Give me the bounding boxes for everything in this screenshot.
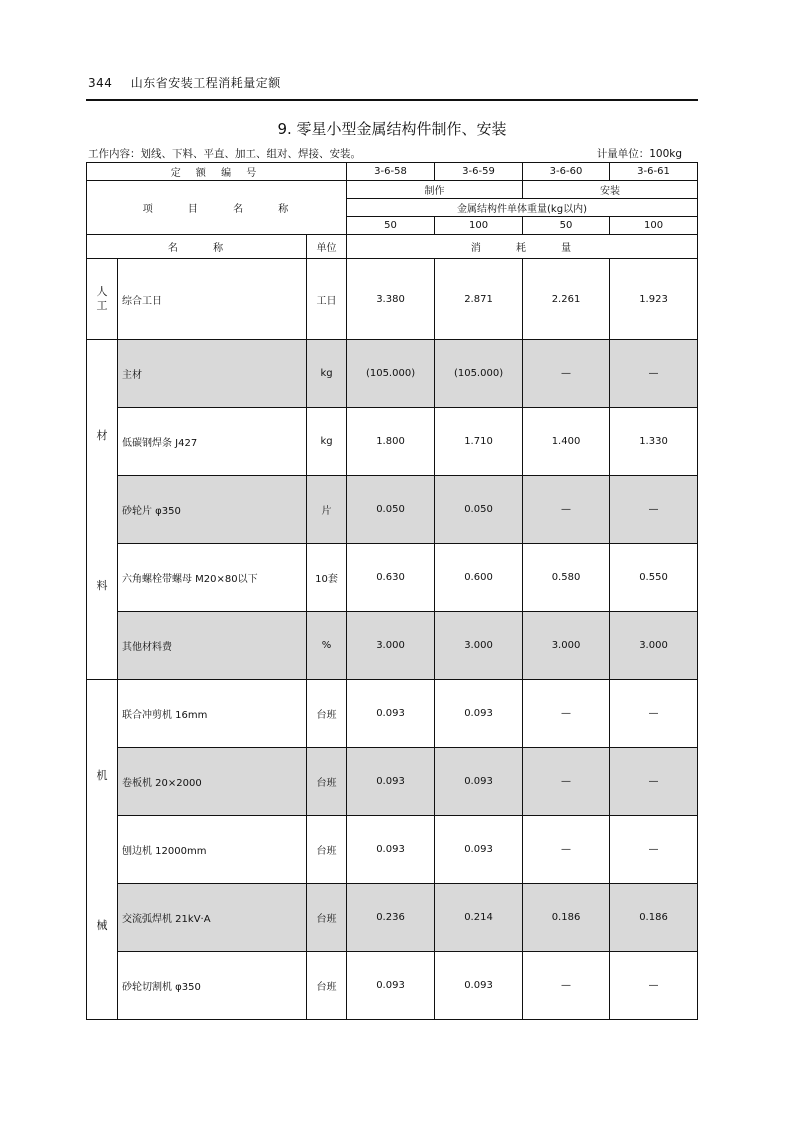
weight-label: 金属结构件单体重量(kg以内) xyxy=(347,199,698,217)
category-material xyxy=(87,340,118,680)
item-name: 联合冲剪机 16mm xyxy=(118,680,307,748)
weight-value: 50 xyxy=(347,217,435,235)
item-value: 0.600 xyxy=(435,544,523,612)
item-value: 1.800 xyxy=(347,408,435,476)
item-value: 0.093 xyxy=(435,680,523,748)
table-row xyxy=(87,952,698,1020)
quota-code-label: 定 额 编 号 xyxy=(87,163,347,181)
item-name: 交流弧焊机 21kV·A xyxy=(118,884,307,952)
category-labor-label: 人工 xyxy=(96,285,108,312)
category-machine-label: 机 xyxy=(96,768,108,782)
item-value: — xyxy=(523,952,610,1020)
category-labor xyxy=(87,259,118,340)
item-value: 1.923 xyxy=(610,259,698,340)
item-name: 综合工日 xyxy=(118,259,307,340)
item-value: 0.093 xyxy=(347,952,435,1020)
category-material-label: 材 xyxy=(96,428,108,442)
col-name: 名 称 xyxy=(87,235,307,259)
item-value: 0.236 xyxy=(347,884,435,952)
category-machine-label: 械 xyxy=(96,918,108,932)
item-value: — xyxy=(610,952,698,1020)
item-value: — xyxy=(610,680,698,748)
table-row xyxy=(87,748,698,816)
item-value: 0.580 xyxy=(523,544,610,612)
item-value: — xyxy=(523,680,610,748)
item-unit: kg xyxy=(307,340,347,408)
table-row xyxy=(87,884,698,952)
table-row xyxy=(87,259,698,340)
item-name: 砂轮片 φ350 xyxy=(118,476,307,544)
item-value: 0.630 xyxy=(347,544,435,612)
item-unit: 台班 xyxy=(307,680,347,748)
item-value: — xyxy=(523,816,610,884)
group-row xyxy=(87,181,698,199)
item-value: 0.093 xyxy=(347,748,435,816)
item-value: (105.000) xyxy=(435,340,523,408)
quota-code: 3-6-60 xyxy=(523,163,610,181)
item-value: 1.400 xyxy=(523,408,610,476)
col-unit: 单位 xyxy=(307,235,347,259)
item-value: 2.261 xyxy=(523,259,610,340)
table-row xyxy=(87,408,698,476)
item-value: — xyxy=(610,816,698,884)
item-value: — xyxy=(610,748,698,816)
table-row xyxy=(87,476,698,544)
column-header-row xyxy=(87,235,698,259)
item-value: 0.186 xyxy=(610,884,698,952)
item-value: 3.000 xyxy=(435,612,523,680)
item-unit: kg xyxy=(307,408,347,476)
item-value: 0.050 xyxy=(347,476,435,544)
weight-value: 100 xyxy=(435,217,523,235)
table-row xyxy=(87,816,698,884)
item-value: 0.093 xyxy=(347,680,435,748)
work-content: 工作内容：划线、下料、平直、加工、组对、焊接、安装。 xyxy=(88,148,361,160)
item-value: 0.050 xyxy=(435,476,523,544)
item-value: 0.550 xyxy=(610,544,698,612)
item-name-label: 项 目 名 称 xyxy=(87,181,347,235)
book-title: 山东省安装工程消耗量定额 xyxy=(130,76,281,90)
item-unit: 片 xyxy=(307,476,347,544)
item-value: — xyxy=(523,340,610,408)
item-name: 卷板机 20×2000 xyxy=(118,748,307,816)
item-name: 低碳钢焊条 J427 xyxy=(118,408,307,476)
item-name: 其他材料费 xyxy=(118,612,307,680)
item-value: 3.000 xyxy=(523,612,610,680)
item-value: 0.093 xyxy=(435,816,523,884)
item-value: 0.093 xyxy=(435,952,523,1020)
item-unit: 10套 xyxy=(307,544,347,612)
item-name: 砂轮切割机 φ350 xyxy=(118,952,307,1020)
quota-code: 3-6-59 xyxy=(435,163,523,181)
item-value: — xyxy=(523,476,610,544)
table-row xyxy=(87,612,698,680)
item-name: 刨边机 12000mm xyxy=(118,816,307,884)
item-name: 六角螺栓带螺母 M20×80以下 xyxy=(118,544,307,612)
section-title: 9. 零星小型金属结构件制作、安装 xyxy=(277,120,507,138)
item-value: — xyxy=(610,476,698,544)
item-value: 3.000 xyxy=(610,612,698,680)
item-unit: 台班 xyxy=(307,952,347,1020)
item-value: 1.710 xyxy=(435,408,523,476)
page-number: 344 xyxy=(88,76,113,90)
group-install: 安装 xyxy=(523,181,698,199)
item-value: 0.186 xyxy=(523,884,610,952)
item-value: 3.000 xyxy=(347,612,435,680)
weight-value: 100 xyxy=(610,217,698,235)
group-make: 制作 xyxy=(347,181,523,199)
item-unit: 工日 xyxy=(307,259,347,340)
item-value: — xyxy=(523,748,610,816)
table-row xyxy=(87,340,698,408)
table-row xyxy=(87,680,698,748)
category-material-label: 料 xyxy=(96,578,108,592)
item-unit: 台班 xyxy=(307,816,347,884)
weight-value: 50 xyxy=(523,217,610,235)
item-unit: 台班 xyxy=(307,884,347,952)
item-value: 3.380 xyxy=(347,259,435,340)
table-row xyxy=(87,544,698,612)
item-name: 主材 xyxy=(118,340,307,408)
item-value: — xyxy=(610,340,698,408)
running-header xyxy=(88,74,281,91)
quota-code: 3-6-61 xyxy=(610,163,698,181)
item-value: 0.093 xyxy=(347,816,435,884)
col-consumption: 消 耗 量 xyxy=(347,235,698,259)
item-value: (105.000) xyxy=(347,340,435,408)
item-unit: % xyxy=(307,612,347,680)
measurement-unit: 计量单位：100kg xyxy=(596,148,682,160)
quota-code-row xyxy=(87,163,698,181)
item-value: 0.214 xyxy=(435,884,523,952)
quota-table xyxy=(86,162,698,1020)
item-value: 2.871 xyxy=(435,259,523,340)
item-unit: 台班 xyxy=(307,748,347,816)
item-value: 1.330 xyxy=(610,408,698,476)
category-machine xyxy=(87,680,118,1020)
header-rule xyxy=(86,99,698,101)
quota-code: 3-6-58 xyxy=(347,163,435,181)
item-value: 0.093 xyxy=(435,748,523,816)
